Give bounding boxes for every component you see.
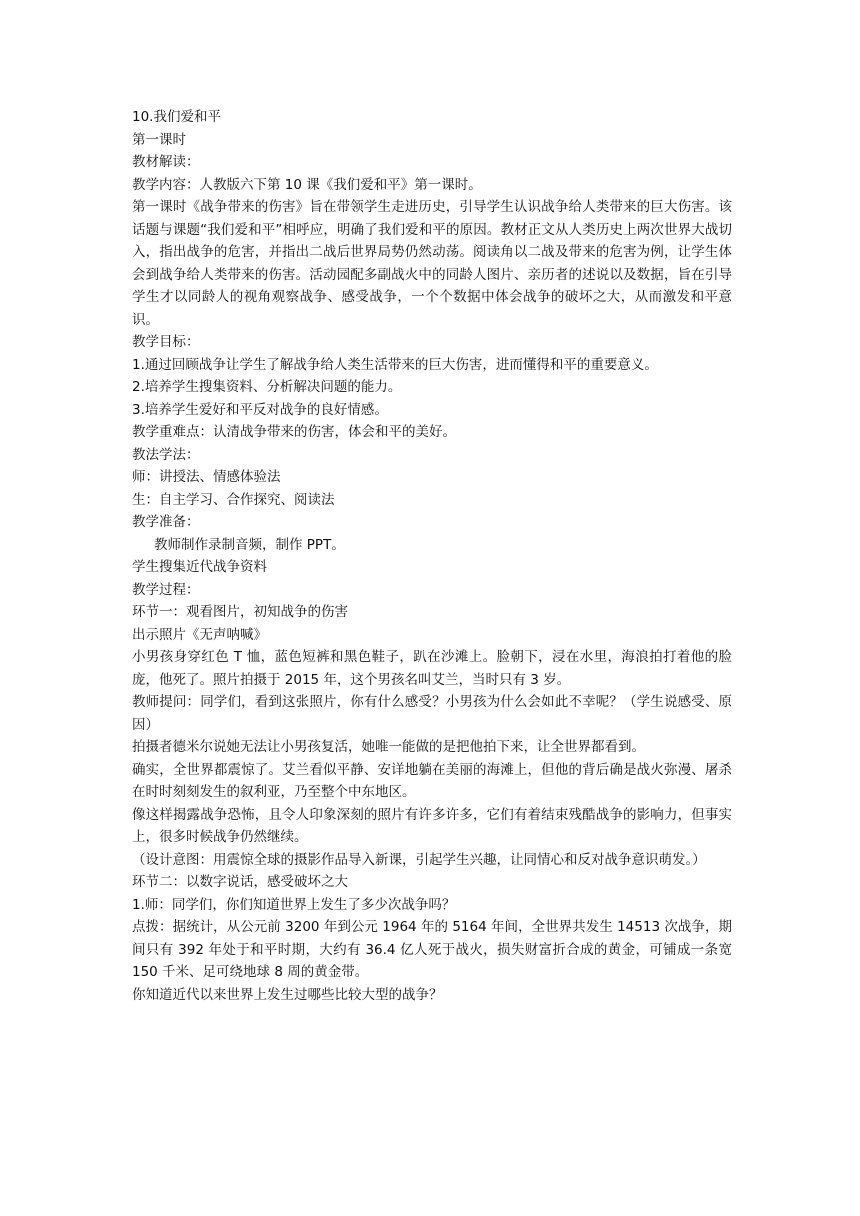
photo-description: 小男孩身穿红色 T 恤，蓝色短裤和黑色鞋子，趴在沙滩上。脸朝下，浸在水里，海浪拍打着他的脸庞，他死了。照片拍摄于 2015 年，这个男孩名叫艾兰，当时只有 3 岁。 [132,649,732,688]
objective-item: 3.培养学生爱好和平反对战争的良好情感。 [132,401,388,418]
textbook-analysis-paragraph: 第一课时《战争带来的伤害》旨在带领学生走进历史，引导学生认识战争给人类带来的巨大伤害。该话题与课题“我们爱和平”相呼应，明确了我们爱和平的原因。教材正文从人类历史上两次世界大战切入，指出战争的危害，并指出二战后世界局势仍然动荡。阅读角以二战及带来的危害为例，让学生体会到战争给人类带来的伤害。活动园配多副战火中的同龄人图片、亲历者的述说以及数据，旨在引导学生才以同龄人的视角观察战争、感受战争，一个个数据中体会战争的破坏之大，从而激发和平意识。 [132,199,732,328]
photo-title: 出示照片《无声呐喊》 [132,626,267,643]
design-intent: （设计意图：用震惊全球的摄影作品导入新课，引起学生兴趣，让同情心和反对战争意识萌发。） [132,851,706,868]
teacher-preparation: 教师制作录制音频，制作 PPT。 [154,536,345,553]
objective-item: 2.培养学生搜集资料、分析解决问题的能力。 [132,379,402,395]
war-statistics: 点拨：据统计，从公元前 3200 年到公元 1964 年的 5164 年间，全世界共发生 14513 次战争，期间只有 392 年处于和平时期，大约有 36.4 亿人死于战火，损失财富折合成的黄金，可铺成一条宽 150 千米、足可绕地球 8 周的黄金带。 [132,919,732,980]
objective-item: 1.通过回顾战争让学生了解战争给人类生活带来的巨大伤害，进而懂得和平的重要意义。 [132,356,658,373]
world-shock-paragraph: 确实，全世界都震惊了。艾兰看似平静、安详地躺在美丽的海滩上，但他的背后确是战火弥漫、屠杀在时时刻刻发生的叙利亚，乃至整个中东地区。 [132,761,732,800]
key-difficulties: 教学重难点：认清战争带来的伤害，体会和平的美好。 [132,424,456,440]
section-heading-process: 教学过程： [132,581,200,598]
student-preparation: 学生搜集近代战争资料 [132,559,267,575]
stage-one-heading: 环节一：观看图片，初知战争的伤害 [132,604,348,620]
teacher-question: 教师提问：同学们，看到这张照片，你有什么感受？小男孩为什么会如此不幸呢？（学生说感受、原因） [132,694,732,733]
lesson-title: 10.我们爱和平 [132,109,221,125]
section-heading-methods: 教法学法： [132,446,200,463]
section-heading-objectives: 教学目标： [132,334,200,350]
student-methods: 生：自主学习、合作探究、阅读法 [132,491,335,508]
stage-two-heading: 环节二：以数字说话，感受破坏之大 [132,874,348,890]
section-heading-textbook-analysis: 教材解读： [132,154,200,170]
modern-wars-question: 你知道近代以来世界上发生过哪些比较大型的战争？ [132,986,443,1003]
photographer-note: 拍摄者德米尔说她无法让小男孩复活，她唯一能做的是把他拍下来，让全世界都看到。 [132,739,645,755]
teacher-methods: 师：讲授法、情感体验法 [132,469,281,485]
section-heading-preparation: 教学准备： [132,514,200,530]
document-page [132,106,732,1006]
war-photos-paragraph: 像这样揭露战争恐怖，且令人印象深刻的照片有许多许多，它们有着结束残酷战争的影响力，但事实上，很多时候战争仍然继续。 [132,806,732,845]
teacher-question-wars: 1.师：同学们，你们知道世界上发生了多少次战争吗？ [132,896,456,913]
teaching-content: 教学内容：人教版六下第 10 课《我们爱和平》第一课时。 [132,176,482,193]
period-heading: 第一课时 [132,131,186,148]
